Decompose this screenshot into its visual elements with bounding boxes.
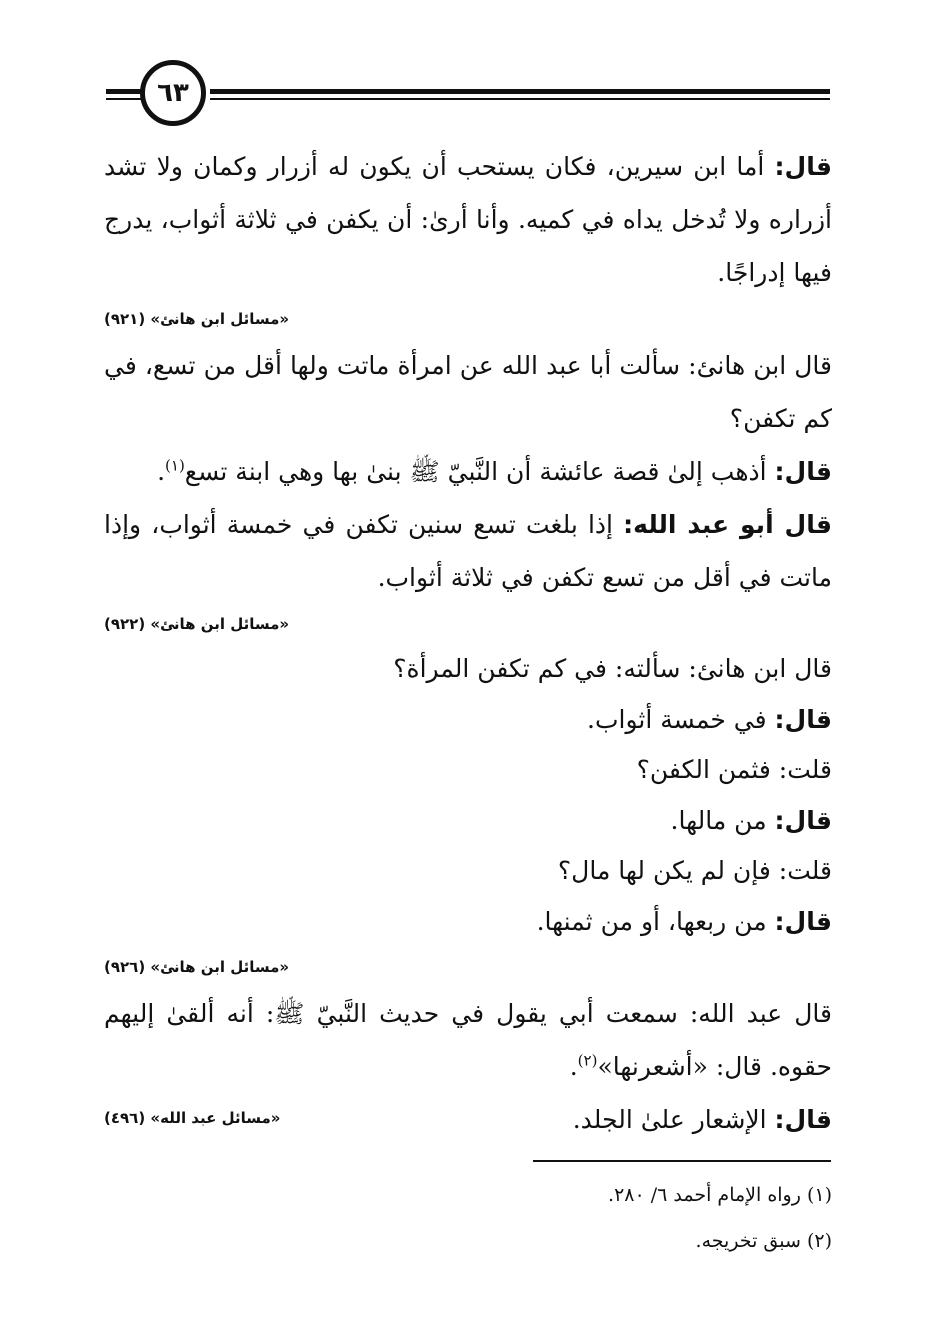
dialog-answer-text: في خمسة أثواب. — [587, 704, 775, 734]
paragraph — [104, 445, 832, 498]
dialog-question: قلت: فإن لم يكن لها مال؟ — [557, 856, 832, 885]
dialog-answer-text: من ربعها، أو من ثمنها. — [536, 906, 775, 936]
dialog-answer — [104, 897, 832, 948]
speaker-label: قال: — [774, 152, 832, 181]
dialog-question: قال ابن هانئ: سألته: في كم تكفن المرأة؟ — [393, 654, 832, 683]
footnote-separator — [533, 1160, 831, 1162]
footnote-ref[interactable]: (٢) — [577, 1051, 598, 1070]
dialog-answer — [104, 796, 832, 847]
paragraph — [104, 140, 832, 299]
paragraph-text: أذهب إلىٰ قصة عائشة أن النَّبيّ ﷺ بنىٰ بها وهي ابنة تسع — [184, 457, 775, 486]
header-rule — [210, 89, 830, 94]
paragraph: قال ابن هانئ: سألت أبا عبد الله عن امرأة ماتت ولها أقل من تسع، في كم تكفن؟ — [104, 351, 832, 433]
speaker-label: قال: — [774, 1105, 832, 1134]
speaker-label: قال: — [774, 906, 832, 936]
page-body — [104, 140, 832, 1143]
citation: «مسائل عبد الله» (٤٩٦) — [104, 1109, 281, 1127]
final-line-row — [104, 1093, 832, 1143]
page-number: ٦٣ — [157, 78, 189, 108]
speaker-label: قال: — [774, 805, 832, 835]
paragraph — [104, 498, 832, 604]
footnote: (٢) سبق تخريجه. — [695, 1230, 832, 1252]
dialog-question: قلت: فثمن الكفن؟ — [636, 755, 832, 784]
punctuation: . — [569, 1052, 578, 1081]
dialog-answer-text: من مالها. — [670, 805, 775, 835]
dialog-block — [104, 644, 832, 947]
header-rule — [210, 98, 830, 100]
footnotes — [104, 1172, 832, 1264]
speaker-label: قال أبو عبد الله: — [623, 510, 832, 539]
paragraph-text: الإشعار علىٰ الجلد. — [572, 1105, 775, 1134]
speaker-label: قال: — [774, 704, 832, 734]
punctuation: . — [157, 457, 166, 486]
footnote-ref[interactable]: (١) — [165, 456, 185, 475]
paragraph — [104, 987, 832, 1093]
page-header — [0, 55, 936, 135]
speaker-label: قال: — [774, 457, 832, 486]
footnote: (١) رواه الإمام أحمد ٦/ ٢٨٠. — [608, 1184, 832, 1206]
paragraph-text: قال عبد الله: سمعت أبي يقول في حديث النَّبيّ ﷺ: أنه ألقىٰ إليهم حقوه. قال: «أشعرنها» — [104, 999, 832, 1081]
dialog-answer — [104, 695, 832, 746]
page-number-badge — [140, 60, 206, 126]
paragraph-text: أما ابن سيرين، فكان يستحب أن يكون له أزرار وكمان ولا تشد أزراره ولا تُدخل يداه في كميه. وأنا أرىٰ: أن يكفن في ثلاثة أثواب، يدرج فيها إدراجًا. — [104, 152, 832, 287]
citation: «مسائل ابن هانئ» (٩٢١) — [104, 310, 290, 328]
paragraph-text: إذا بلغت تسع سنين تكفن في خمسة أثواب، وإذا ماتت في أقل من تسع تكفن في ثلاثة أثواب. — [104, 510, 832, 592]
citation: «مسائل ابن هانئ» (٩٢٢) — [104, 615, 290, 633]
citation: «مسائل ابن هانئ» (٩٢٦) — [104, 958, 290, 976]
